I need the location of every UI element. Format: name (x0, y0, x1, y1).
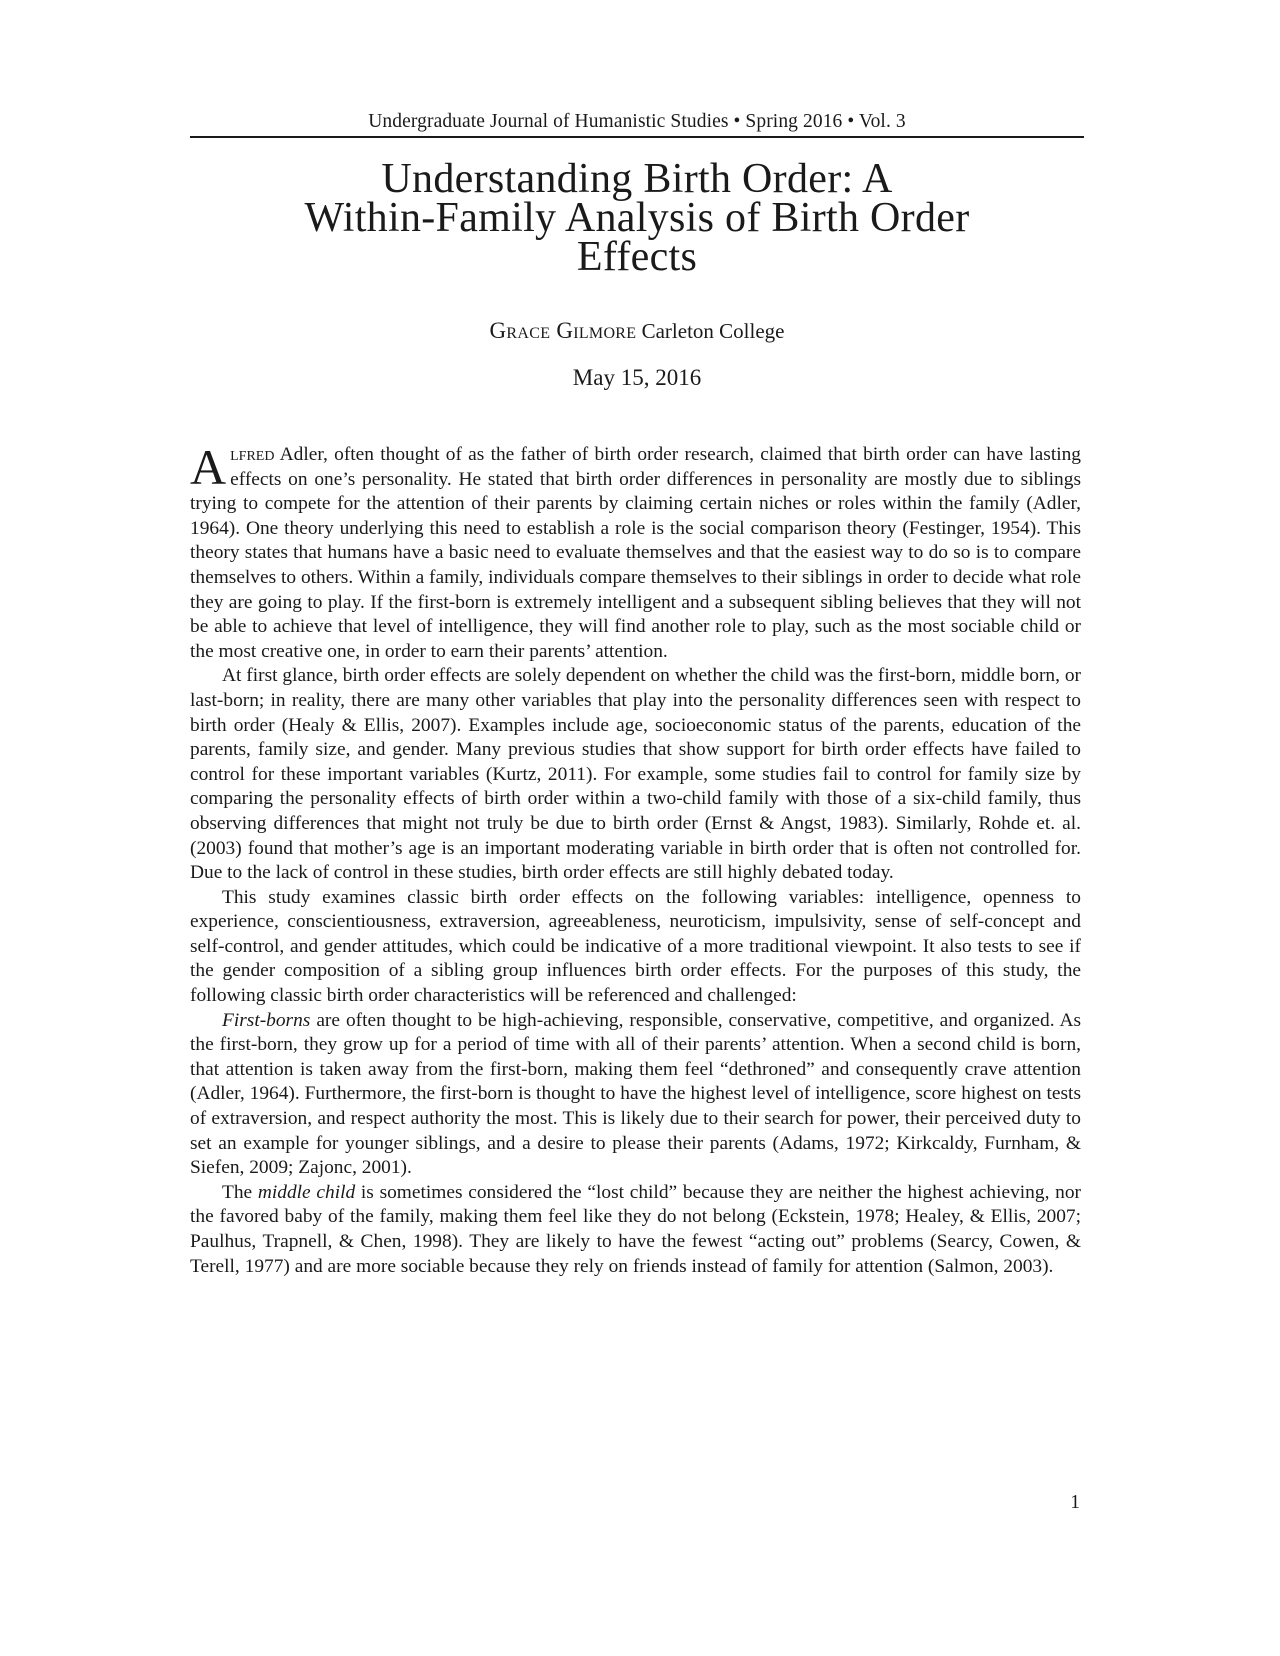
author-line (190, 318, 1084, 344)
paragraph-4-text: are often thought to be high-achieving, responsible, conservative, competitive, and organized. As the first-born, they grow up for a period of time with all of their parents’ attention. When a second child is born, that attention is taken away from the first-born, making them feel “dethroned” and consequently crave attention (Adler, 1964). Furthermore, the first-born is thought to have the highest level of intelligence, score highest on tests of extraversion, and respect authority the most. This is likely due to their search for power, their perceived duty to set an example for younger siblings, and a desire to please their parents (Adams, 1972; Kirkcaldy, Furnham, & Siefen, 2009; Zajonc, 2001). (190, 1009, 1081, 1179)
paragraph-4 (190, 1009, 1081, 1181)
paragraph-5-text: is sometimes considered the “lost child” because they are neither the highest achieving, nor the favored baby of the family, making them feel like they do not belong (Eckstein, 1978; Healey, & Ellis, 2007; Paulhus, Trapnell, & Chen, 1998). They are likely to have the fewest “acting out” problems (Searcy, Cowen, & Terell, 1977) and are more sociable because they rely on friends instead of family for attention (Salmon, 2003). (190, 1181, 1081, 1277)
paragraph-5-lead: The (222, 1181, 258, 1203)
paragraph-1 (190, 439, 1081, 664)
drop-cap: A (190, 439, 227, 495)
author-affiliation: Carleton College (641, 319, 785, 343)
paragraph-3: This study examines classic birth order effects on the following variables: intelligence, openness to experience, conscientiousness, extraversion, agreeableness, neuroticism, impulsivity, sense of self-concept and self-control, and gender attitudes, which could be indicative of a more traditional viewpoint. It also tests to see if the gender composition of a sibling group influences birth order effects. For the purposes of this study, the following classic birth order characteristics will be referenced and challenged: (190, 886, 1081, 1007)
title-line-1: Understanding Birth Order: A (381, 156, 893, 202)
paragraph-5 (190, 1181, 1081, 1279)
title-line-2: Within-Family Analysis of Birth Order (304, 195, 970, 241)
paragraph-2: At first glance, birth order effects are solely dependent on whether the child was the first-born, middle born, or last-born; in reality, there are many other variables that play into the personality differences seen with respect to birth order (Healy & Ellis, 2007). Examples include age, socioeconomic status of the parents, education of the parents, family size, and gender. Many previous studies that show support for birth order effects have failed to control for these important variables (Kurtz, 2011). For example, some studies fail to control for family size by comparing the personality effects of birth order within a two-child family with those of a six-child family, thus observing differences that might not truly be due to birth order (Ernst & Angst, 1983). Similarly, Rohde et. al. (2003) found that mother’s age is an important moderating variable in birth order that is often not controlled for. Due to the lack of control in these studies, birth order effects are still highly debated today. (190, 665, 1081, 884)
paper-title (190, 156, 1084, 280)
paragraph-1-text: Adler, often thought of as the father of birth order research, claimed that birth order can have lasting effects on one’s personality. He stated that birth order differences in personality are mostly due to siblings trying to compete for the attention of their parents by claiming certain niches or roles within the family (Adler, 1964). One theory underlying this need to establish a role is the social comparison theory (Festinger, 1954). This theory states that humans have a basic need to evaluate themselves and that the easiest way to do so is to compare themselves to others. Within a family, individuals compare themselves to their siblings in order to decide what role they are going to play. If the first-born is extremely intelligent and a subsequent sibling believes that they will not be able to achieve that level of intelligence, they will find another role to play, such as the most sociable child or the most creative one, in order to earn their parents’ attention. (190, 444, 1081, 662)
publication-date: May 15, 2016 (572, 365, 702, 390)
title-line-3: Effects (576, 234, 698, 280)
middle-child-term: middle child (257, 1181, 356, 1203)
article-body (190, 439, 1081, 1279)
header-rule (190, 136, 1084, 138)
author-name: Grace Gilmore (489, 318, 637, 343)
opening-smallcaps: lfred (230, 444, 275, 465)
running-head: Undergraduate Journal of Humanistic Studies • Spring 2016 • Vol. 3 (368, 111, 906, 132)
first-borns-term: First-borns (222, 1009, 311, 1031)
page-number: 1 (1070, 1492, 1080, 1513)
